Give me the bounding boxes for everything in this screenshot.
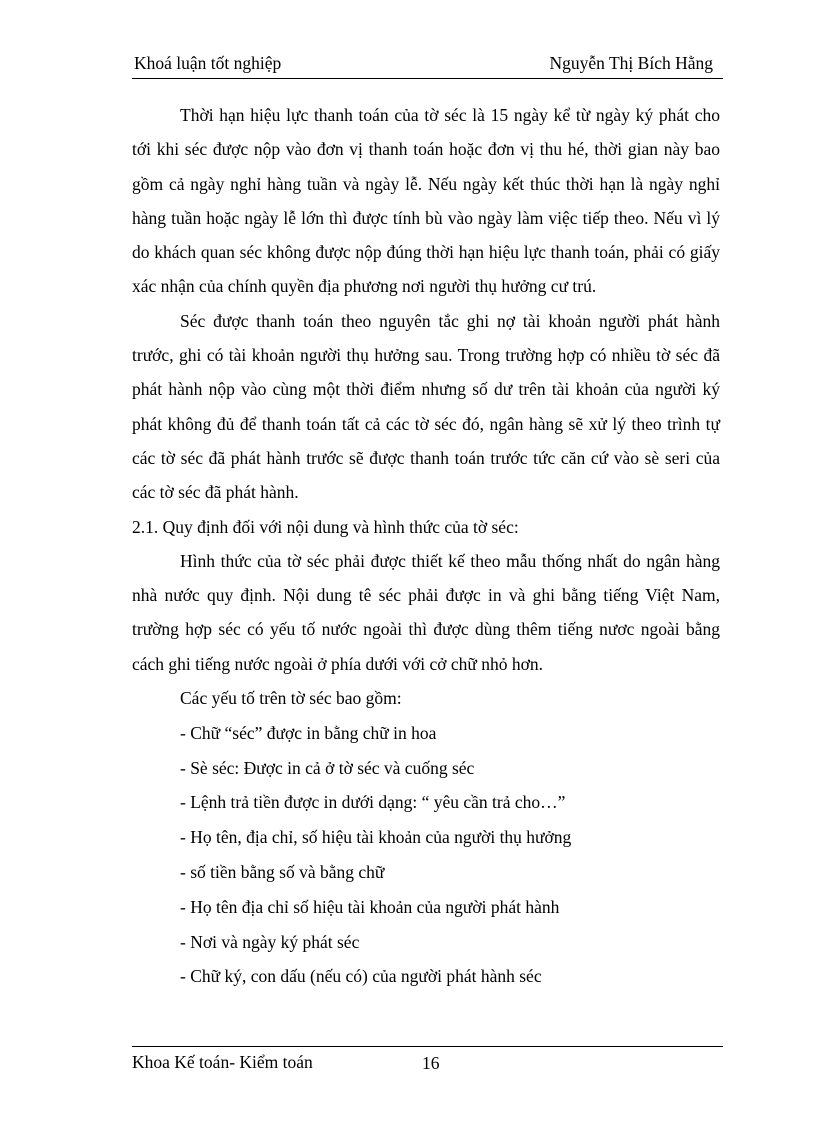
section-heading: 2.1. Quy định đối với nội dung và hình thức của tờ séc: <box>132 516 519 537</box>
page-body <box>132 98 720 994</box>
page-number: 16 <box>422 1053 440 1073</box>
list-item: - Họ tên, địa chỉ, số hiệu tài khoản của người thụ hưởng <box>180 827 572 848</box>
paragraph-validity-period: Thời hạn hiệu lực thanh toán của tờ séc là 15 ngày kể từ ngày ký phát cho tới khi séc được nộp vào đơn vị thanh toán hoặc đơn vị thu hé, thời gian này bao gồm cả ngày nghỉ hàng tuần và ngày lễ. Nếu ngày kết thúc thời hạn là ngày nghỉ hàng tuần hoặc ngày lễ lớn thì được tính bù vào ngày làm việc tiếp theo. Nếu vì lý do khách quan séc không được nộp đúng thời hạn hiệu lực thanh toán, phải có giấy xác nhận của chính quyền địa phương nơi người thụ hưởng cư trú. <box>132 105 720 297</box>
header-author-name: Nguyễn Thị Bích Hằng <box>549 53 713 73</box>
list-item: - Họ tên địa chỉ số hiệu tài khoản của người phát hành <box>180 896 560 917</box>
page-header <box>132 52 723 79</box>
list-item: - số tiền bằng số và bằng chữ <box>180 862 385 883</box>
header-thesis-title: Khoá luận tốt nghiệp <box>134 53 282 73</box>
list-item: - Sè séc: Được in cả ở tờ séc và cuống séc <box>180 757 475 778</box>
list-item: - Nơi và ngày ký phát séc <box>180 931 360 952</box>
page-footer <box>132 1046 723 1073</box>
list-item: - Chữ ký, con dấu (nếu có) của người phát hành séc <box>180 966 542 987</box>
paragraph-check-form: Hình thức của tờ séc phải được thiết kế theo mẫu thống nhất do ngân hàng nhà nước quy định. Nội dung tê séc phải được in và ghi bằng tiếng Việt Nam, trường hợp séc có yếu tố nước ngoài thì được dùng thêm tiếng nươc ngoài bằng cách ghi tiếng nước ngoài ở phía dưới với cở chữ nhỏ hơn. <box>132 550 720 674</box>
list-item: - Chữ “séc” được in bằng chữ in hoa <box>180 722 437 743</box>
list-intro: Các yếu tố trên tờ séc bao gồm: <box>180 688 402 709</box>
list-item: - Lệnh trả tiền được in dưới dạng: “ yêu cần trả cho…” <box>180 792 566 813</box>
check-elements-list <box>132 716 720 994</box>
paragraph-payment-principle: Séc được thanh toán theo nguyên tắc ghi nợ tài khoản người phát hành trước, ghi có tài khoản người thụ hưởng sau. Trong trường hợp có nhiều tờ séc đã phát hành nộp vào cùng một thời điểm nhưng số dư trên tài khoản của người ký phát không đủ để thanh toán tất cả các tờ séc đó, ngân hàng sẽ xử lý theo trình tự các tờ séc đã phát hành trước sẽ được thanh toán trước tức căn cứ vào sè seri của các tờ séc đã phát hành. <box>132 310 720 503</box>
footer-department: Khoa Kế toán- Kiểm toán <box>132 1052 313 1072</box>
